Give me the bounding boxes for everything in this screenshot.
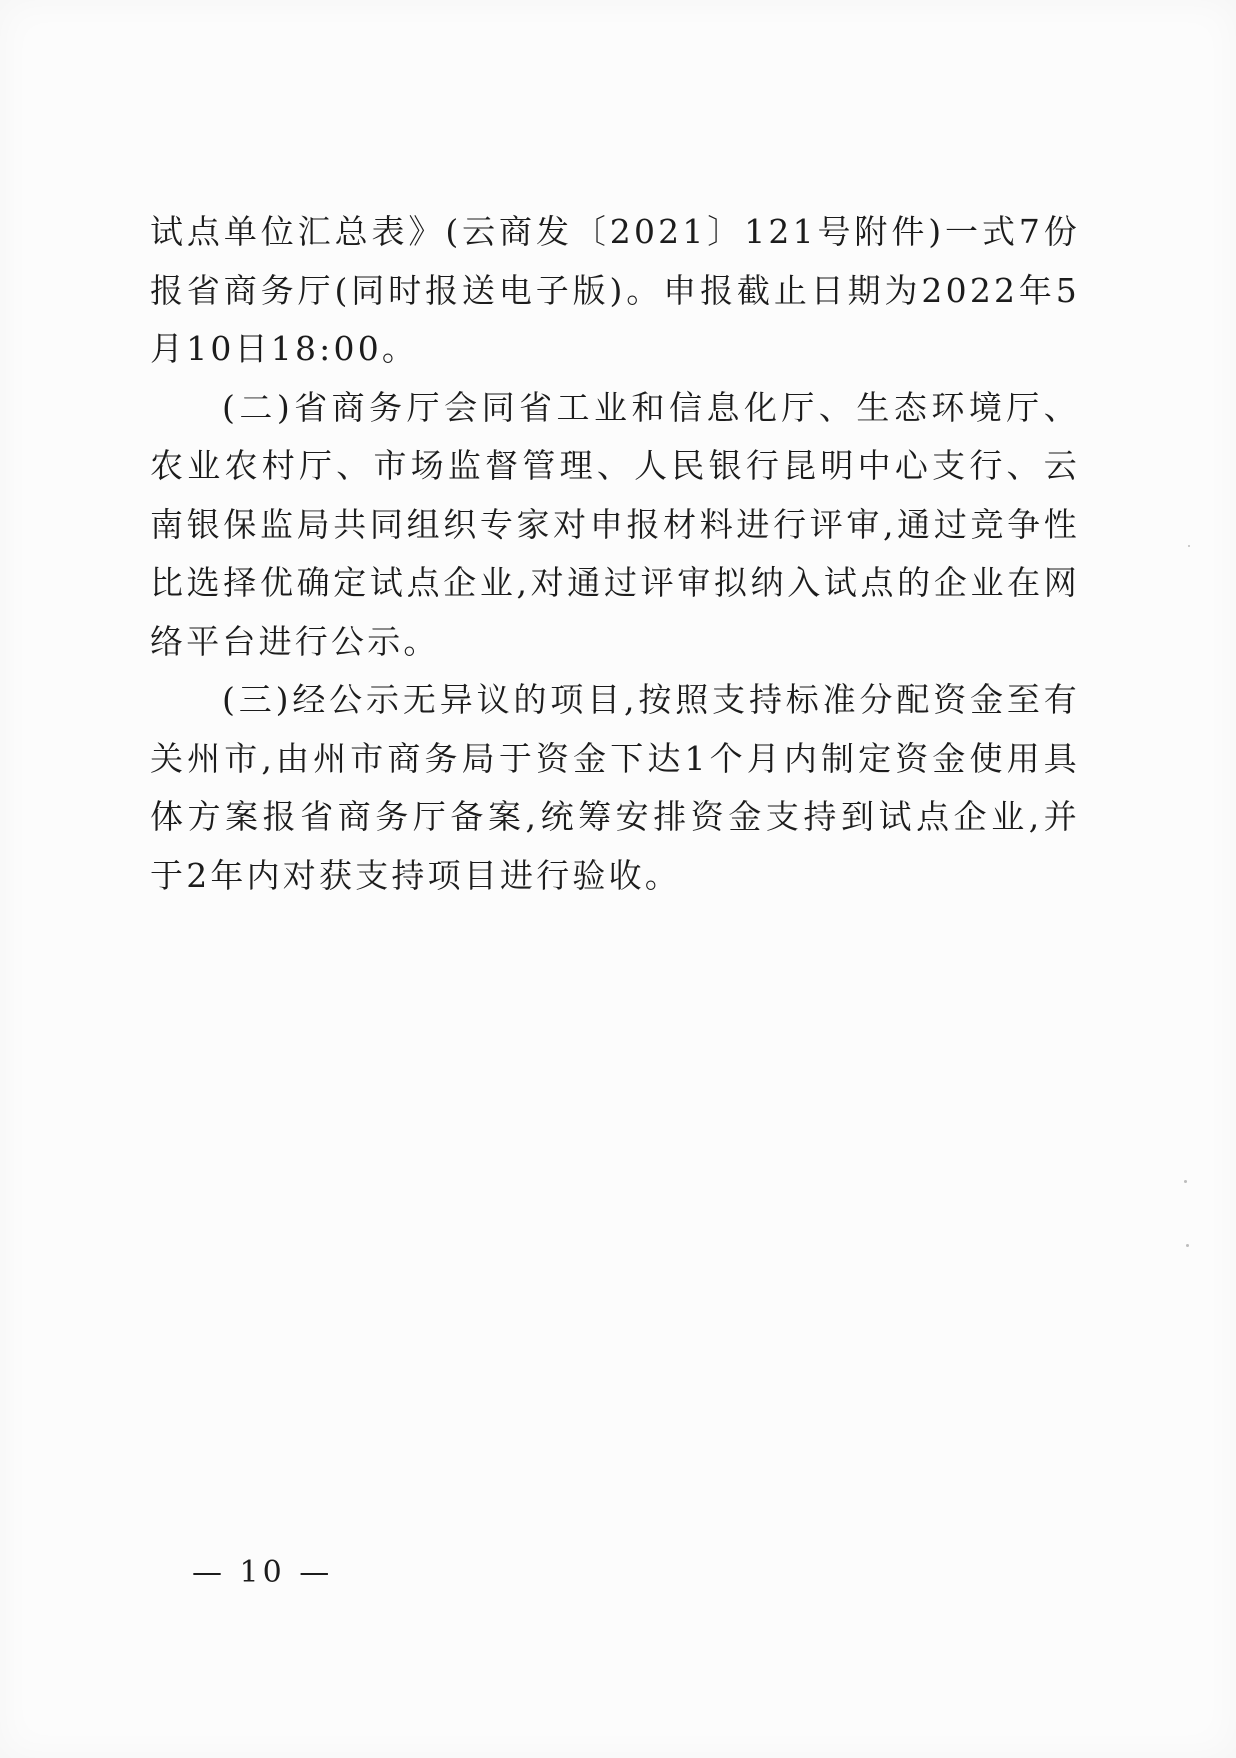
page-number: — 10 — [192, 1555, 334, 1590]
body-text [150, 203, 1080, 905]
scan-speck [1188, 545, 1190, 547]
paragraph-item-3: (三)经公示无异议的项目,按照支持标准分配资金至有关州市,由州市商务局于资金下达1个月内制定资金使用具体方案报省商务厅备案,统筹安排资金支持到试点企业,并于2年内对获支持项目进行验收。 [150, 680, 1080, 895]
scan-speck [1184, 1180, 1187, 1183]
paragraph-continuation: 试点单位汇总表》(云商发〔2021〕121号附件)一式7份报省商务厅(同时报送电子版)。申报截止日期为2022年5月10日18:00。 [150, 212, 1080, 368]
scan-speck [1186, 1244, 1189, 1247]
paragraph-item-2: (二)省商务厅会同省工业和信息化厅、生态环境厅、农业农村厅、市场监督管理、人民银行昆明中心支行、云南银保监局共同组织专家对申报材料进行评审,通过竞争性比选择优确定试点企业,对通过评审拟纳入试点的企业在网络平台进行公示。 [150, 387, 1080, 661]
